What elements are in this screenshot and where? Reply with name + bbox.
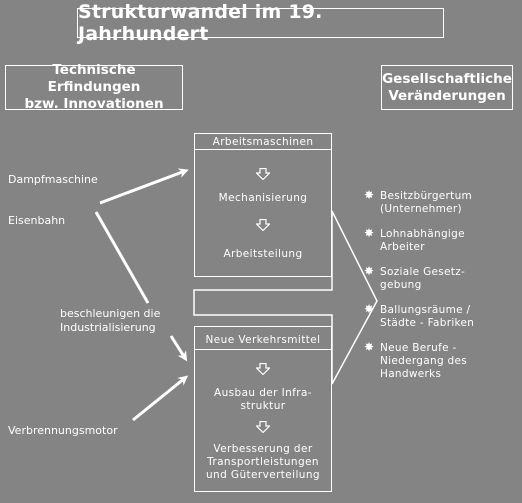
change-2-line1: Lohnabhängige xyxy=(380,228,465,240)
box-machines-step2: Arbeitsteilung xyxy=(223,248,303,260)
change-1-line1: Besitzbürgertum xyxy=(380,190,473,202)
down-arrow-icon xyxy=(256,363,270,375)
arrow-steam-to-machines xyxy=(100,171,185,203)
label-railway: Eisenbahn xyxy=(8,214,66,227)
header-changes-line2: Veränderungen xyxy=(388,87,506,104)
box-transport xyxy=(194,326,332,492)
change-1-line2: (Unternehmer) xyxy=(380,203,462,215)
change-5-line3: Handwerks xyxy=(380,368,442,380)
star-icon: ✸ xyxy=(364,188,375,202)
down-arrow-icon xyxy=(256,168,270,180)
change-5-line1: Neue Berufe - xyxy=(380,342,457,354)
header-changes xyxy=(381,65,513,110)
list-item xyxy=(364,228,514,254)
box-machines-title: Arbeitsmaschinen xyxy=(212,136,314,148)
label-combustion-engine: Verbrennungsmotor xyxy=(8,424,118,437)
list-item xyxy=(364,266,514,292)
change-3-line1: Soziale Gesetz- xyxy=(380,266,466,278)
label-accelerate-line2: Industrialisierung xyxy=(60,321,156,334)
page-title-text: Strukturwandel im 19. Jahrhundert xyxy=(78,1,323,45)
change-5-line2: Niedergang des xyxy=(380,355,468,367)
header-changes-line1: Gesellschaftliche xyxy=(382,70,512,87)
box-transport-step1-line1: Ausbau der Infra- xyxy=(214,387,312,399)
down-arrow-icon xyxy=(256,421,270,433)
change-4-line2: Städte - Fabriken xyxy=(380,317,475,329)
label-steam-engine: Dampfmaschine xyxy=(8,173,98,186)
star-icon: ✸ xyxy=(364,264,375,278)
star-icon: ✸ xyxy=(364,340,375,354)
star-icon: ✸ xyxy=(364,226,375,240)
box-machines-divider xyxy=(195,149,331,150)
arrow-combustion-to-transport xyxy=(133,378,185,420)
change-3-line2: gebung xyxy=(380,279,422,291)
list-item xyxy=(364,190,514,216)
box-transport-step1-line2: struktur xyxy=(240,400,286,412)
change-2-line2: Arbeiter xyxy=(380,241,425,253)
header-inventions-line1: Technische Erfindungen xyxy=(47,62,141,95)
down-arrow-icon xyxy=(256,219,270,231)
box-transport-step2-line1: Verbesserung der xyxy=(213,443,313,455)
changes-list xyxy=(364,190,514,393)
list-item xyxy=(364,342,514,381)
page-title xyxy=(77,1,444,45)
change-4-line1: Ballungsräume / xyxy=(380,304,471,316)
list-item xyxy=(364,304,514,330)
box-transport-step2-line3: und Güterverteilung xyxy=(206,469,320,481)
box-transport-title: Neue Verkehrsmittel xyxy=(205,334,321,346)
header-inventions-line2: bzw. Innovationen xyxy=(24,96,164,112)
box-transport-step2-line2: Transportleistungen xyxy=(207,456,319,468)
label-accelerate-line1: beschleunigen die xyxy=(60,307,161,320)
line-railway-to-accelerate xyxy=(96,212,148,303)
arrow-accelerate-to-transport xyxy=(171,336,185,358)
box-transport-divider xyxy=(195,349,331,350)
header-inventions xyxy=(5,62,183,112)
star-icon: ✸ xyxy=(364,302,375,316)
box-machines xyxy=(194,133,332,277)
box-machines-step1: Mechanisierung xyxy=(218,192,308,204)
